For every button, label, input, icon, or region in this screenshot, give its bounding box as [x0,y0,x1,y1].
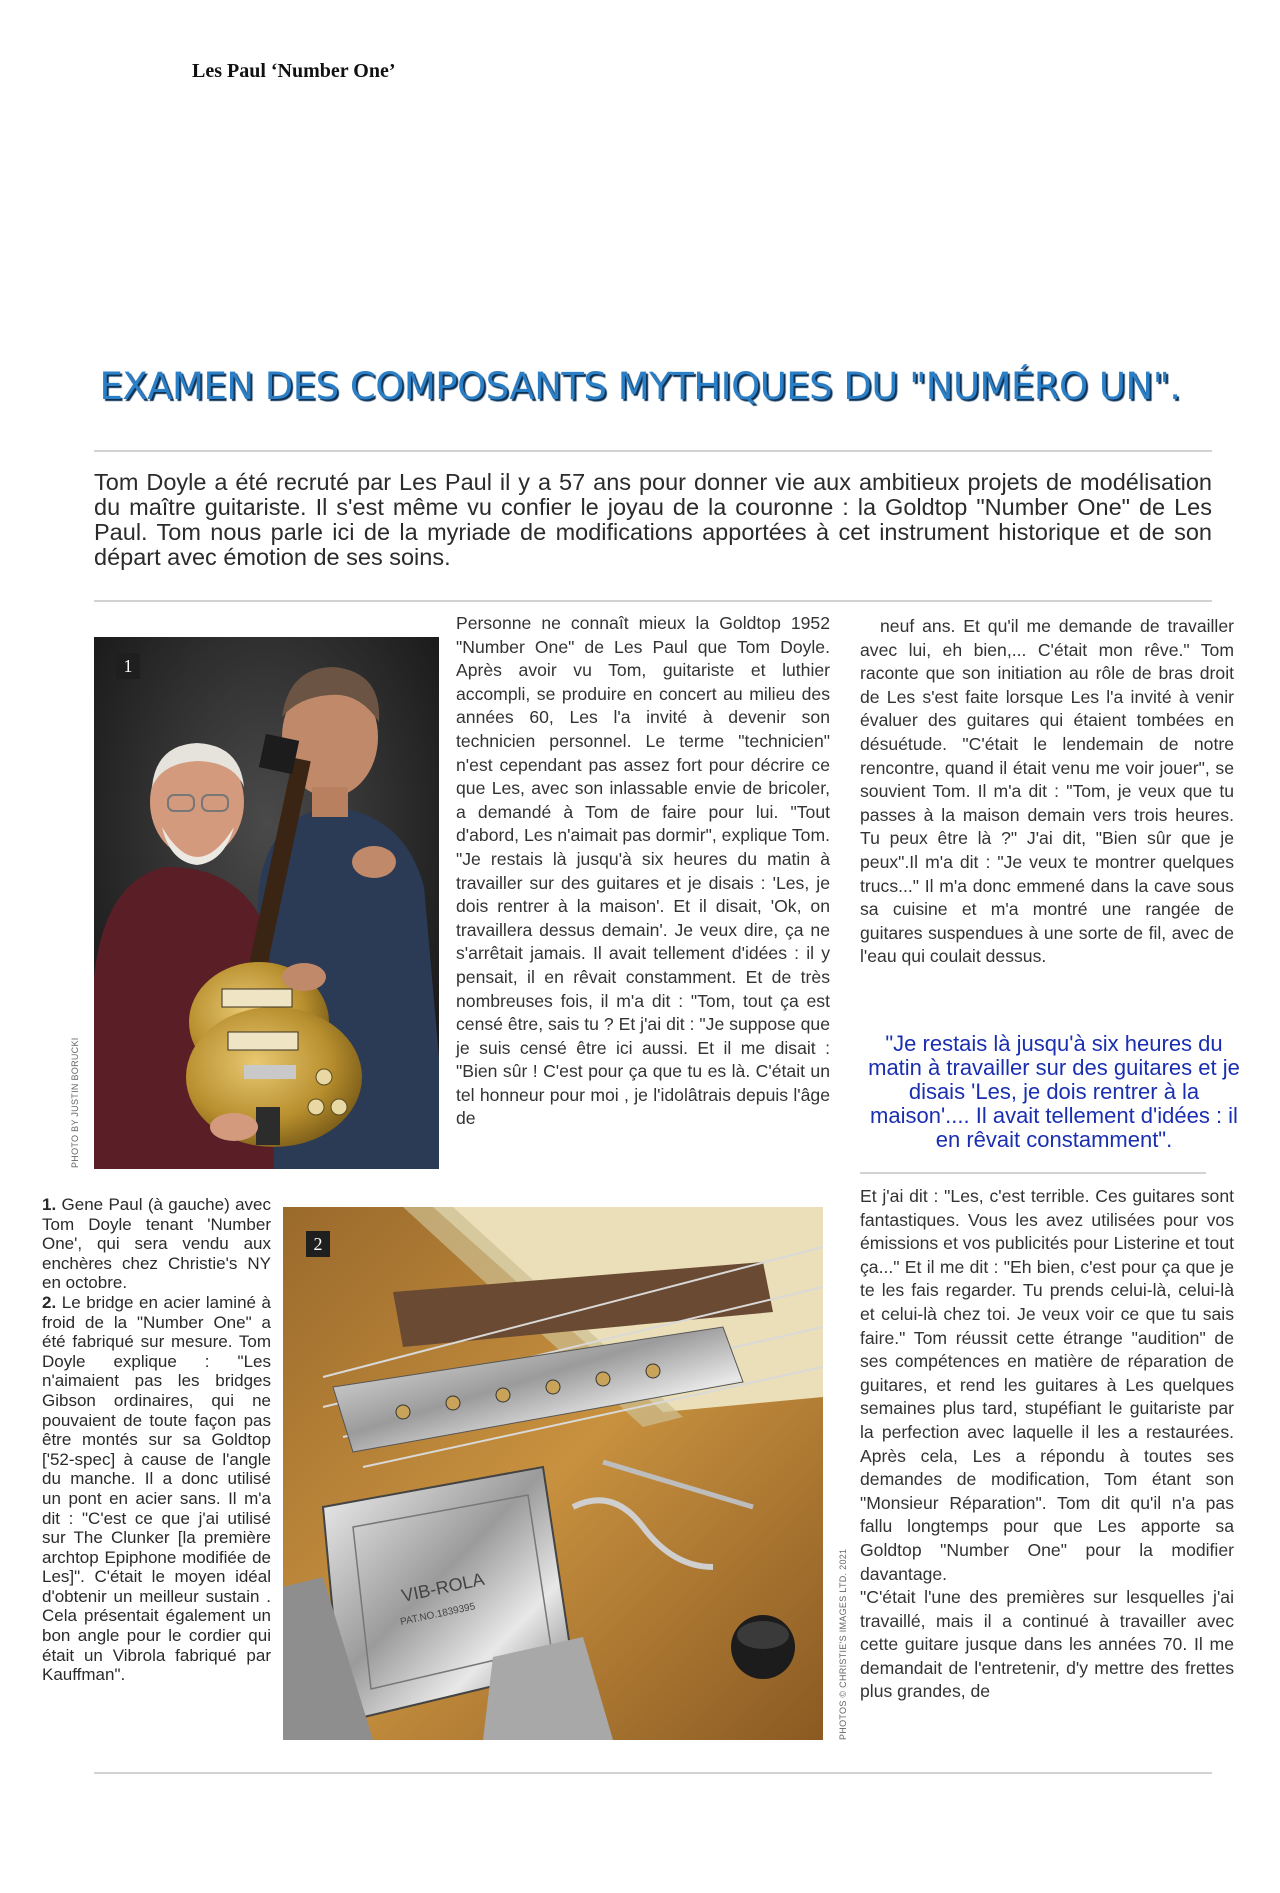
rule-top [94,450,1212,452]
rule-bottom [94,1772,1212,1774]
article-title: EXAMEN DES COMPOSANTS MYTHIQUES DU "NUMÉRO UN". [99,365,1181,408]
photo-captions [42,1195,271,1685]
caption-2 [42,1293,271,1685]
vibrola-engraving: VIB-ROLA [399,1568,487,1606]
article-column-right-top [860,615,1234,969]
caption-1 [42,1195,271,1293]
photo-2-badge: 2 [306,1231,330,1257]
pull-quote: "Je restais là jusqu'à six heures du matin à travailler sur des guitares et je disais 'Les, je dois rentrer à la maison'.... Il avait tellement d'idées : il en rêvait constamment". [868,1031,1240,1152]
article-column-middle [456,612,830,1131]
paragraph: Et j'ai dit : "Les, c'est terrible. Ces guitares sont fantastiques. Vous les avez utilisées pour vos émissions et vos publicités pour Listerine et tout ça..." Et il me dit : "Eh bien, c'est pour ça que je te les fais regarder. Tu prends celui-là, celui-là et celui-là chez toi. Je veux voir ce que tu sais faire." Tom réussit cette étrange "audition" de ses compétences en matière de réparation de guitares, et rend les guitares à Les quelques semaines plus tard, stupéfiant le guitariste par la perfection avec laquelle il les a restaurées. Après cela, Les a répondu à toutes ses demandes de modification, Tom étant son "Monsieur Réparation". Tom dit qu'il n'a pas fallu longtemps pour que Les apporte sa Goldtop "Number One" pour la modifier davantage. [860,1186,1234,1584]
rule-middle [94,600,1212,602]
photo-vibrola-bridge [283,1207,823,1740]
photo-gene-paul-tom-doyle [94,637,439,1169]
patent-engraving: PAT.NO.1839395 [399,1601,477,1628]
photo-1-credit: PHOTO BY JUSTIN BORUCKI [70,1037,80,1168]
running-header: Les Paul ‘Number One’ [192,60,396,82]
caption-text: Le bridge en acier laminé à froid de la "Number One" a été fabriqué sur mesure. Tom Doyle explique : "Les n'aimaient pas les bridges Gibson ordinaires, qui ne pouvaient de toute façon pas être montés sur sa Goldtop ['52-spec] à cause de l'angle du manche. Il a donc utilisé un pont en acier sans. Il m'a dit : "C'est ce que j'ai utilisé sur The Clunker [la première archtop Epiphone modifiée de Les]". C'était le moyen idéal d'obtenir un meilleur sustain . Cela présentait également un bon angle pour le cordier qui était un Vibrola fabriqué par Kauffman". [42,1292,271,1685]
photo-1-illustration [94,637,439,1169]
paragraph: "C'était l'une des premières sur lesquelles j'ai travaillé, mais il a continué à travailler avec cette guitare jusque dans les années 70. Il me demandait de l'entretenir, d'y mettre des frettes plus grandes, de [860,1587,1234,1702]
paragraph: neuf ans. Et qu'il me demande de travailler avec lui, eh bien,... C'était mon rêve." Tom raconte que son initiation au rôle de bras droit de Les s'est faite lorsque Les l'a invité à venir évaluer des guitares qui étaient tombées en désuétude. "C'était le lendemain de notre rencontre, quand il était venu me voir jouer", se souvient Tom. Il m'a dit : "Tom, je veux que tu passes à la maison demain vers trois heures. Tu peux être là ?" J'ai dit, "Bien sûr que je peux".Il m'a dit : "Je veux te montrer quelques trucs..." Il m'a donc emmené dans la cave sous sa cuisine et m'a montré une rangée de guitares suspendues à une sorte de fil, avec de l'eau qui coulait dessus. [860,616,1234,967]
lede-paragraph: Tom Doyle a été recruté par Les Paul il y a 57 ans pour donner vie aux ambitieux projets de modélisation du maître guitariste. Il s'est même vu confier le joyau de la couronne : la Goldtop "Number One" de Les Paul. Tom nous parle ici de la myriade de modifications apportées à cet instrument historique et de son départ avec émotion de ses soins. [94,469,1212,570]
rule-pull-quote [860,1172,1206,1174]
caption-number: 2. [42,1292,57,1312]
caption-text: Gene Paul (à gauche) avec Tom Doyle tenant 'Number One', qui sera vendu aux enchères chez Christie's NY en octobre. [42,1195,271,1293]
photo-2-credit: PHOTOS © CHRISTIE'S IMAGES LTD. 2021 [838,1548,848,1740]
article-column-right-bottom [860,1185,1234,1704]
paragraph: Personne ne connaît mieux la Goldtop 1952 "Number One" de Les Paul que Tom Doyle. Après avoir vu Tom, guitariste et luthier accompli, se produire en concert au milieu des années 60, Les l'a invité à devenir son technicien personnel. Le terme "technicien" n'est cependant pas assez fort pour décrire ce que Les, avec son inlassable envie de bricoler, a demandé à Tom de faire pour lui. "Tout d'abord, Les n'aimait pas dormir", explique Tom. "Je restais là jusqu'à six heures du matin à travailler sur des guitares et je disais : 'Les, je dois rentrer à la maison'. Et il disait, 'Ok, on travaillera dessus demain'. Je veux dire, ça ne s'arrêtait jamais. Il avait tellement d'idées : il y pensait, il en rêvait constamment. Et de très nombreuses fois, il m'a dit : "Tom, tout ça est censé être, sais tu ? Et j'ai dit : "Je suppose que je suis censé être ici aussi. Et il me disait : "Bien sûr ! C'est pour ça que tu es là. C'était un tel honneur pour moi , je l'idolâtrais depuis l'âge de [456,613,830,1129]
photo-2-illustration [283,1207,823,1740]
photo-1-badge: 1 [116,653,140,679]
caption-number: 1. [42,1195,57,1214]
